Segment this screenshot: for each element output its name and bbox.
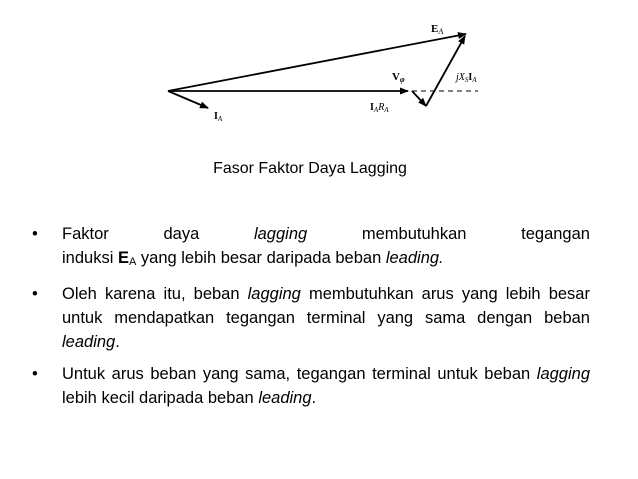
jxsia-label: $jX_SI_A$ [456,72,477,84]
bullet-list [28,222,590,418]
figure-caption: Fasor Faktor Daya Lagging [213,160,407,177]
bullet-1-line-2: induksi $E_A$ yang lebih besar daripada beban leading. [62,249,444,268]
iara-label: $I_AR_A$ [370,102,389,114]
ia-phasor [168,91,208,108]
ea-phasor [168,34,466,91]
ea-label: EA [431,23,444,36]
ia-label: $I_A$ [214,111,223,123]
vphi-label: Vφ [392,71,405,84]
bullet-1-line-1: • Faktor daya lagging membutuhkan tegangan [62,225,590,243]
jxsia-phasor [426,36,465,106]
bullet-item-2: • Oleh karena itu, beban lagging membutuhkan arus yang lebih besar untuk mendapatkan tegangan terminal yang sama dengan beban leading. [28,282,590,354]
iara-phasor [412,91,426,106]
bullet-item-1 [28,222,590,274]
bullet-item-3: • Untuk arus beban yang sama, tegangan terminal untuk beban lagging lebih kecil daripada beban leading. [28,362,590,410]
phasor-diagram [150,8,510,133]
